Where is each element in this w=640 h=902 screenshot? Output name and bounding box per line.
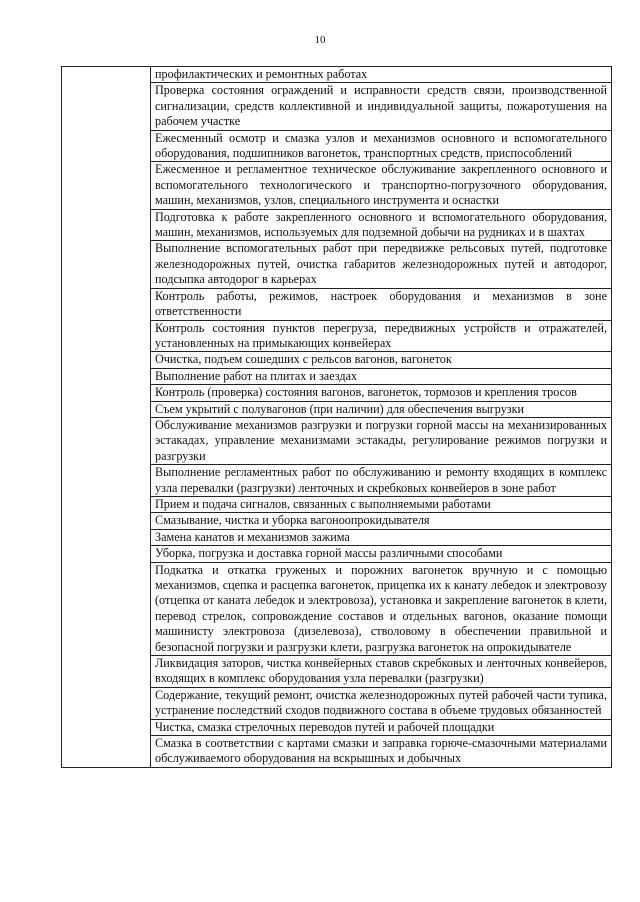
labor-action-cell: Уборка, погрузка и доставка горной массы различными способами	[151, 546, 612, 562]
labor-action-cell: Контроль работы, режимов, настроек оборудования и механизмов в зоне ответственности	[151, 288, 612, 320]
labor-action-cell: Содержание, текущий ремонт, очистка железнодорожных путей рабочей части тупика, устранение последствий сходов подвижного состава в объеме трудовых обязанностей	[151, 687, 612, 719]
labor-action-cell: Съем укрытий с полувагонов (при наличии) для обеспечения выгрузки	[151, 401, 612, 417]
labor-action-cell: Выполнение работ на плитах и заездах	[151, 368, 612, 384]
labor-action-cell: Выполнение вспомогательных работ при передвижке рельсовых путей, подготовке железнодорожных путей, очистка габаритов железнодорожных путей и автодорог, подсыпка автодорог в карьерах	[151, 241, 612, 288]
labor-action-cell: Замена канатов и механизмов зажима	[151, 529, 612, 545]
table-row	[62, 67, 612, 83]
labor-action-cell: Очистка, подъем сошедших с рельсов вагонов, вагонеток	[151, 352, 612, 368]
labor-action-cell: Смазка в соответствии с картами смазки и заправка горюче-смазочными материалами обслуживаемого оборудования на вскрышных и добычных	[151, 736, 612, 768]
labor-action-cell: профилактических и ремонтных работах	[151, 67, 612, 83]
labor-action-cell: Чистка, смазка стрелочных переводов путей и рабочей площадки	[151, 719, 612, 735]
page-number: 10	[314, 34, 326, 46]
labor-action-cell: Ежесменный осмотр и смазка узлов и механизмов основного и вспомогательного оборудования, подшипников вагонеток, транспортных средств, приспособлений	[151, 130, 612, 162]
labor-action-cell: Выполнение регламентных работ по обслуживанию и ремонту входящих в комплекс узла перевалки (разгрузки) ленточных и скребковых конвейеров в зоне работ	[151, 465, 612, 497]
labor-action-cell: Ежесменное и регламентное техническое обслуживание закрепленного основного и вспомогательного технологического и транспортно-погрузочного оборудования, машин, механизмов, узлов, специального инструмента и оснастки	[151, 162, 612, 209]
labor-functions-table	[61, 66, 612, 768]
labor-action-cell: Подготовка к работе закрепленного основного и вспомогательного оборудования, машин, механизмов, используемых для подземной добычи на рудниках и в шахтах	[151, 209, 612, 241]
left-column-cell	[62, 67, 151, 768]
labor-action-cell: Подкатка и откатка груженых и порожних вагонеток вручную и с помощью механизмов, сцепка и расцепка вагонеток, прицепка их к канату лебедок и электровозу (отцепка от каната лебедок и электровоза), установка и закрепление вагонеток в клети, перевод стрелок, сопровождение составов и отдельных вагонов, оказание помощи машинисту электровоза (дизелевоза), стволовому в обеспечении правильной и безопасной погрузки и разгрузки клети, разгрузка вагонеток на опрокидывателе	[151, 562, 612, 655]
labor-action-cell: Прием и подача сигналов, связанных с выполняемыми работами	[151, 496, 612, 512]
labor-action-cell: Контроль состояния пунктов перегруза, передвижных устройств и отражателей, установленных на примыкающих конвейерах	[151, 320, 612, 352]
labor-action-cell: Контроль (проверка) состояния вагонов, вагонеток, тормозов и крепления тросов	[151, 385, 612, 401]
labor-action-cell: Смазывание, чистка и уборка вагоноопрокидывателя	[151, 513, 612, 529]
labor-action-cell: Проверка состояния ограждений и исправности средств связи, производственной сигнализации, средств коллективной и индивидуальной защиты, пожаротушения на рабочем участке	[151, 83, 612, 130]
table-body	[62, 67, 612, 768]
labor-action-cell: Ликвидация заторов, чистка конвейерных ставов скребковых и ленточных конвейеров, входящих в комплекс оборудования узла перевалки (разгрузки)	[151, 656, 612, 688]
labor-action-cell: Обслуживание механизмов разгрузки и погрузки горной массы на механизированных эстакадах, управление механизмами эстакады, регулирование режимов погрузки и разгрузки	[151, 417, 612, 464]
